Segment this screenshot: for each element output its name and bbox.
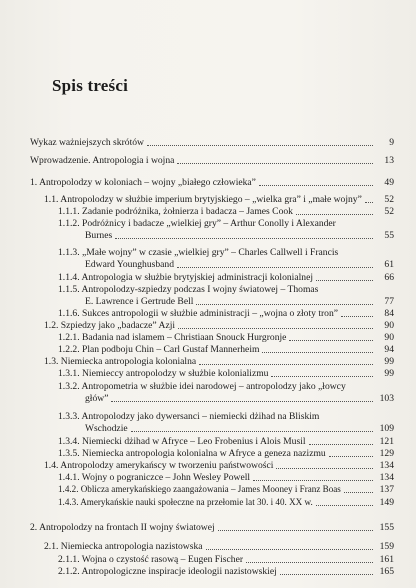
toc-entry-page: 161 bbox=[379, 554, 394, 565]
toc-entry bbox=[58, 368, 394, 379]
toc-entry bbox=[58, 206, 394, 217]
toc-entry bbox=[58, 308, 394, 319]
toc-entry-text: 1.4. Antropolodzy amerykańscy w tworzeniu państwowości bbox=[44, 460, 274, 471]
toc-entry-text: 1.3.4. Niemiecki dżihad w Afryce – Leo Frobenius i Alois Musil bbox=[58, 436, 306, 447]
toc-entry-page: 90 bbox=[384, 320, 394, 331]
toc-entry bbox=[85, 296, 394, 307]
toc-entry-page: 13 bbox=[384, 155, 394, 166]
toc-entry bbox=[44, 460, 394, 471]
toc-entry-page: 49 bbox=[384, 177, 394, 188]
toc-entry-page: 99 bbox=[384, 356, 394, 367]
leader-dots bbox=[316, 505, 373, 506]
toc-entry-text: 1.1.5. Antropolodzy-szpiedzy podczas I wojny światowej – Thomas bbox=[58, 284, 319, 295]
toc-entry-page: 129 bbox=[379, 448, 394, 459]
leader-dots bbox=[111, 401, 373, 402]
toc-entry-text: 1.1.2. Podróżnicy i badacze „wielkiej gry” – Arthur Conolly i Alexander bbox=[58, 218, 336, 229]
toc-entry-text: 1.2.2. Plan podboju Chin – Carl Gustaf Mannerheim bbox=[58, 344, 260, 355]
toc-entry-page: 103 bbox=[379, 393, 394, 404]
toc-entry bbox=[44, 541, 394, 552]
toc-entry-continuation: Edward Younghusband bbox=[85, 259, 175, 270]
toc-entry-text: 1.1.4. Antropologia w służbie brytyjskiej administracji kolonialnej bbox=[58, 272, 313, 283]
leader-dots bbox=[253, 480, 373, 481]
toc-entry-text: 1.2.1. Badania nad islamem – Christiaan Snouck Hurgronje bbox=[58, 332, 287, 343]
toc-entry-text: Wprowadzenie. Antropologia i wojna bbox=[30, 155, 175, 166]
leader-dots bbox=[177, 267, 373, 268]
toc-entry-page: 84 bbox=[384, 308, 394, 319]
toc-entry-page: 77 bbox=[384, 296, 394, 307]
leader-dots bbox=[309, 444, 373, 445]
toc-entry-text: Wykaz ważniejszych skrótów bbox=[30, 137, 144, 148]
toc-entry-page: 134 bbox=[379, 472, 394, 483]
toc-entry-page: 121 bbox=[379, 436, 394, 447]
toc-entry-page: 165 bbox=[379, 566, 394, 577]
toc-entry bbox=[44, 356, 394, 367]
toc-entry bbox=[85, 393, 394, 404]
toc-entry-continuation: Burnes bbox=[85, 230, 113, 241]
page-title: Spis treści bbox=[52, 76, 129, 95]
toc-entry bbox=[58, 472, 394, 483]
toc-entry bbox=[58, 566, 394, 577]
toc-entry-text: 1.3.5. Niemiecka antropologia kolonialna w Afryce a geneza nazizmu bbox=[58, 448, 326, 459]
leader-dots bbox=[296, 214, 373, 215]
toc-entry bbox=[30, 155, 394, 166]
leader-dots bbox=[206, 549, 373, 550]
leader-dots bbox=[365, 202, 373, 203]
toc-entry-text: 1.4.2. Oblicza amerykańskiego zaangażowania – James Mooney i Franz Boas bbox=[58, 484, 341, 494]
toc-entry-page: 90 bbox=[384, 332, 394, 343]
leader-dots bbox=[262, 352, 373, 353]
toc-entry-page: 94 bbox=[384, 344, 394, 355]
toc-entry-text: 2.1. Niemiecka antropologia nazistowska bbox=[44, 541, 203, 552]
toc-entry-page: 55 bbox=[384, 230, 394, 241]
toc-entry-text: 1.1.1. Zadanie podróżnika, żołnierza i badacza – James Cook bbox=[58, 206, 293, 217]
toc-entry-text: 1.1.6. Sukces antropologii w służbie administracji – „wojna o złoty tron” bbox=[58, 308, 339, 319]
toc-entry bbox=[58, 344, 394, 355]
toc-entry bbox=[58, 554, 394, 565]
toc-entry-page: 137 bbox=[379, 484, 394, 495]
toc-entry-page: 99 bbox=[384, 368, 394, 379]
toc-entry bbox=[44, 320, 394, 331]
leader-dots bbox=[259, 185, 373, 186]
toc-entry-page: 109 bbox=[379, 423, 394, 434]
toc-entry bbox=[58, 272, 394, 283]
leader-dots bbox=[199, 364, 373, 365]
toc-entry-page: 149 bbox=[379, 497, 394, 508]
toc-entry-text: 1.4.3. Amerykańskie nauki społeczne na przełomie lat 30. i 40. XX w. bbox=[58, 497, 313, 507]
toc-entry-continuation: E. Lawrence i Gertrude Bell bbox=[85, 296, 194, 307]
toc-entry bbox=[30, 137, 394, 148]
toc-entry-page: 66 bbox=[384, 272, 394, 283]
toc-entry-text: 2.1.1. Wojna o czystość rasową – Eugen Fischer bbox=[58, 554, 244, 565]
leader-dots bbox=[280, 574, 373, 575]
toc-entry-text: 1.3.1. Niemieccy antropolodzy w służbie kolonializmu bbox=[58, 368, 269, 379]
leader-dots bbox=[177, 163, 373, 164]
leader-dots bbox=[178, 328, 373, 329]
leader-dots bbox=[271, 376, 373, 377]
toc-entry-page: 134 bbox=[379, 460, 394, 471]
toc-entry-continuation: Wschodzie bbox=[85, 423, 128, 434]
toc-entry-text: 1.3.2. Antropometria w służbie idei narodowej – antropolodzy jako „łowcy bbox=[58, 381, 346, 392]
toc-entry bbox=[30, 177, 394, 188]
leader-dots bbox=[341, 316, 373, 317]
toc-entry bbox=[58, 484, 394, 495]
leader-dots bbox=[218, 530, 373, 531]
toc-entry bbox=[58, 332, 394, 343]
toc-entry bbox=[44, 194, 394, 205]
leader-dots bbox=[115, 238, 373, 239]
toc-entry-text: 1.1.3. „Małe wojny” w czasie „wielkiej gry” – Charles Callwell i Francis bbox=[58, 247, 339, 258]
leader-dots bbox=[246, 562, 373, 563]
toc-entry-text: 1. Antropolodzy w koloniach – wojny „białego człowieka” bbox=[30, 177, 256, 188]
toc-entry-continuation: głów” bbox=[85, 393, 109, 404]
toc-entry-text: 1.1. Antropolodzy w służbie imperium brytyjskiego – „wielka gra” i „małe wojny” bbox=[44, 194, 362, 205]
leader-dots bbox=[316, 280, 373, 281]
toc-entry-page: 52 bbox=[384, 206, 394, 217]
toc-entry-text: 2. Antropolodzy na frontach II wojny światowej bbox=[30, 522, 215, 533]
toc-entry-page: 155 bbox=[379, 522, 394, 533]
toc-entry-text: 2.1.2. Antropologiczne inspiracje ideologii nazistowskiej bbox=[58, 566, 277, 577]
toc-entry bbox=[85, 423, 394, 434]
leader-dots bbox=[147, 145, 373, 146]
leader-dots bbox=[344, 492, 373, 493]
toc-entry bbox=[85, 259, 394, 270]
toc-entry-page: 61 bbox=[384, 259, 394, 270]
toc-entry bbox=[58, 436, 394, 447]
toc-entry bbox=[58, 497, 394, 508]
toc-entry-page: 52 bbox=[384, 194, 394, 205]
leader-dots bbox=[196, 304, 373, 305]
toc-entry bbox=[30, 522, 394, 533]
toc-entry-page: 9 bbox=[389, 137, 394, 148]
leader-dots bbox=[276, 468, 373, 469]
leader-dots bbox=[329, 456, 373, 457]
toc-entry-text: 1.3. Niemiecka antropologia kolonialna bbox=[44, 356, 197, 367]
toc-entry bbox=[58, 448, 394, 459]
toc-entry-text: 1.2. Szpiedzy jako „badacze” Azji bbox=[44, 320, 176, 331]
toc-entry-text: 1.4.1. Wojny o pograniczce – John Wesley Powell bbox=[58, 472, 251, 483]
leader-dots bbox=[131, 431, 373, 432]
toc-entry-text: 1.3.3. Antropolodzy jako dywersanci – niemiecki dżihad na Bliskim bbox=[58, 411, 320, 422]
leader-dots bbox=[289, 340, 373, 341]
toc-entry-page: 159 bbox=[379, 541, 394, 552]
toc-entry bbox=[85, 230, 394, 241]
